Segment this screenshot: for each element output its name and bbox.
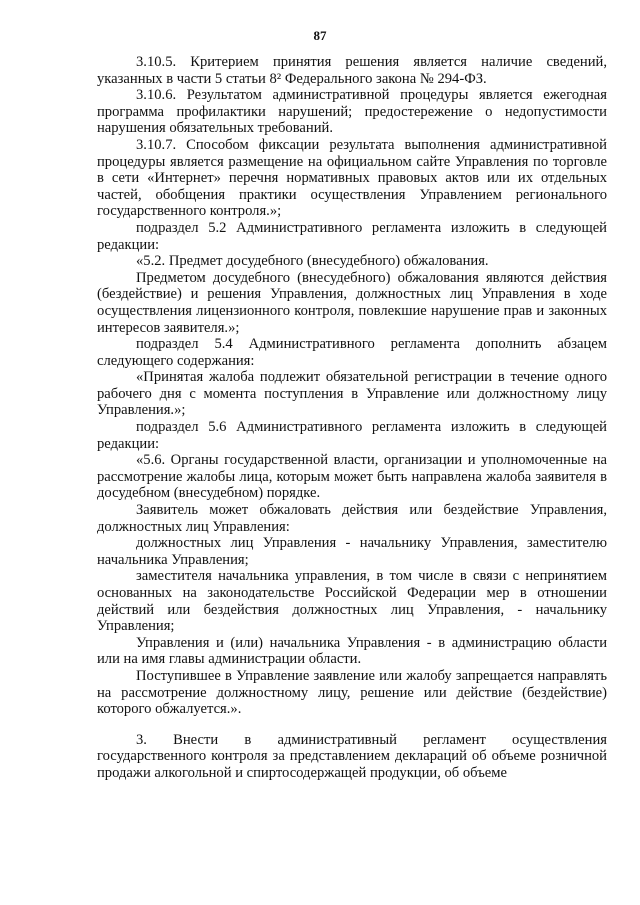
- paragraph-5-4-body: «Принятая жалоба подлежит обязательной регистрации в течение одного рабочего дня с момента поступления в Управление или должностному лицу Управления.»;: [97, 369, 607, 419]
- paragraph-5-6-appeal: Заявитель может обжаловать действия или бездействие Управления, должностных лиц Управления:: [97, 502, 607, 535]
- paragraph-5-6-item-2: заместителя начальника управления, в том числе в связи с непринятием основанных на законодательстве Российской Федерации мер в отношении действий или бездействия должностных лиц Управления, - начальнику Управления;: [97, 568, 607, 635]
- paragraph-subsection-5-6-intro: подраздел 5.6 Административного регламента изложить в следующей редакции:: [97, 419, 607, 452]
- paragraph-item-3: 3. Внести в административный регламент осуществления государственного контроля за представлением деклараций об объеме розничной продажи алкогольной и спиртосодержащей продукции, об объеме: [97, 731, 607, 781]
- paragraph-3-10-6: 3.10.6. Результатом административной процедуры является ежегодная программа профилактики нарушений; предостережение о недопустимости нарушения обязательных требований.: [97, 87, 607, 137]
- page-number: 87: [313, 28, 327, 43]
- paragraph-5-6-heading: «5.6. Органы государственной власти, организации и уполномоченные на рассмотрение жалобы лица, которым может быть направлена жалоба заявителя в досудебном (внесудебном) порядке.: [97, 452, 607, 502]
- paragraph-5-2-heading: «5.2. Предмет досудебного (внесудебного) обжалования.: [136, 253, 489, 270]
- paragraph-5-2-body: Предметом досудебного (внесудебного) обжалования являются действия (бездействие) и решения Управления, должностных лиц Управления в ходе осуществления лицензионного контроля, повлекшие нарушение прав и законных интересов заявителя.»;: [97, 269, 607, 336]
- paragraph-3-10-7: 3.10.7. Способом фиксации результата выполнения административной процедуры является размещение на официальном сайте Управления по торговле в сети «Интернет» перечня нормативных правовых актов или их отдельных частей, обобщения практики осуществления Управлением регионального государственного контроля.»;: [97, 136, 607, 220]
- paragraph-5-6-prohibition: Поступившее в Управление заявление или жалобу запрещается направлять на рассмотрение должностному лицу, решение или действие (бездействие) которого обжалуется.».: [97, 667, 607, 718]
- paragraph-5-6-item-1: должностных лиц Управления - начальнику Управления, заместителю начальника Управления;: [97, 535, 607, 568]
- paragraph-5-6-item-3: Управления и (или) начальника Управления - в администрацию области или на имя главы администрации области.: [97, 634, 607, 668]
- paragraph-3-10-5: 3.10.5. Критерием принятия решения является наличие сведений, указанных в части 5 статьи 8² Федерального закона № 294-ФЗ.: [97, 54, 607, 87]
- paragraph-subsection-5-2-intro: подраздел 5.2 Административного регламента изложить в следующей редакции:: [97, 219, 607, 253]
- document-body: [97, 54, 607, 782]
- paragraph-subsection-5-4-intro: подраздел 5.4 Административного регламента дополнить абзацем следующего содержания:: [97, 336, 607, 369]
